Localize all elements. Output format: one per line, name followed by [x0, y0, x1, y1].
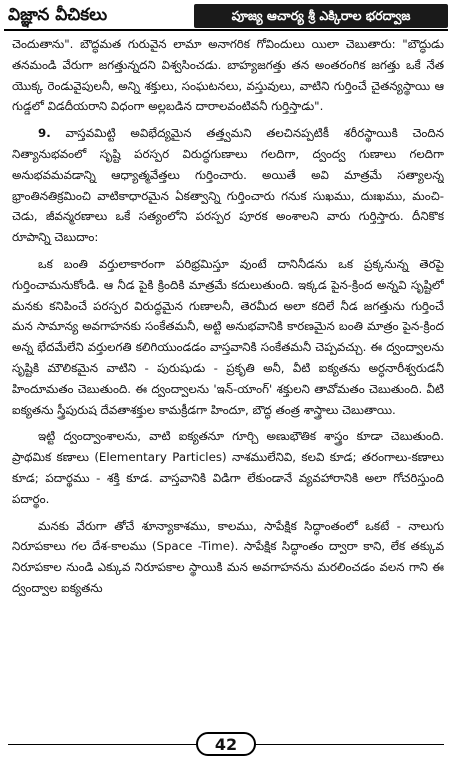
paragraph: [12, 426, 444, 509]
paragraph-text: ఒక బంతి వర్తులాకారంగా పరిభ్రమిస్తూ వుంటే దానినీడను ఒక ప్రక్కనున్న తెరపై గుర్తించామనుకోండి. ఆ నీడ పైకి క్రిందికి మాత్రమే కదులుతుంది. ఇక్కడ పైన-క్రింద అన్నవి సృష్టిలో మనకు కనిపించే పరస్పర విరుద్ధమైన గుణాలనీ, తెరమీద అలా కదిలే నీడ జగత్తును గుర్తించే మన సామాన్య అవగాహనకు సంకేతమనీ, అట్టి అనుభవానికి కారణమైన బంతి మాత్రం పైన-క్రింద అన్న భేదమేలేని వర్తులగతి కలిగియుండడం వాస్తవానికి సంకేతమనీ చెప్పవచ్చు. ఈ ద్వంద్వాలను సృష్టికి మౌలికమైన వాటిని - పురుషుడు - ప్రకృతి అనీ, వీటి ఐక్యతను అర్ధనారీశ్వరుడనీ హిందూమతం చెబుతుంది. ఈ ద్వంద్వాలను 'ఇన్-యాంగ్' శక్తులని తావోమతం చెబుతుంది. వీటి ఐక్యతను స్త్రీపురుష దేవతాశక్తుల కామక్రీడగా హిందూ, బౌద్ధ తంత్ర శాస్త్రాలు చెబుతాయి.: [12, 256, 444, 417]
paragraph-number: 9.: [38, 126, 51, 141]
paragraph-text: ఇట్టి ద్వంద్వాంశాలను, వాటి ఐక్యతనూ గూర్చి అణుభౌతిక శాస్త్రం కూడా చెబుతుంది. ప్రాథమిక కణాలు (Elementary Particles) నాశములేనివి, కలవి కూడ; తరంగాలు-కణాలు కూడ; పదార్థము - శక్తి కూడ. వాస్తవానికి విడిగా లేకుండానే వ్యవహారానికి అలా గోచరిస్తుంది పదార్థం.: [12, 429, 444, 506]
paragraph: [12, 516, 444, 599]
paragraph-text: మనకు వేరుగా తోచే శూన్యాకాశము, కాలము, సాపేక్షిక సిద్ధాంతంలో ఒకటే - నాలుగు నిరూపకాలు గల దేశ-కాలము (Space -Time). సాపేక్షిక సిద్ధాంతం ద్వారా కాని, లేక తక్కువ నిరూపకాల నుండి ఎక్కువ నిరూపకాల స్థాయికి మన అవగాహనను మరలించడం వలన గాని ఈ ద్వంద్వాల ఐక్యతను: [12, 518, 444, 595]
paragraph: [12, 254, 444, 420]
book-title: విజ్ఞాన వీచికలు: [8, 5, 108, 25]
paragraph-text: చెందుతాను". బౌద్ధమత గురువైన లామా అనాగరిక గోవిందులు యిలా చెబుతారు: "బౌద్ధుడు తనమండి వేరుగా జగత్తున్నదని విశ్వసించడు. బాహ్యజగత్తు తన అంతరంగిక జగత్తు ఒకే నేత యొక్క రెండువైపులనీ, అన్ని శక్తులు, సంఘటనలు, వస్తువులు, వాటిని గుర్తించే చైతన్యస్థాయి ఆ గుడ్డలో విడదీయరాని విధంగా అల్లబడిన దారాలవంటివనీ గుర్తిస్తాడు".: [12, 37, 444, 114]
author-banner: పూజ్య ఆచార్య శ్రీ ఎక్కిరాల భరద్వాజ: [194, 4, 448, 28]
page-body: [12, 34, 444, 724]
paragraph-text: వాస్తవమిట్టి అవిభేద్యమైన తత్త్వమని తలచినప్పటికీ శరీరస్థాయికి చెందిన నిత్యానుభవంలో సృష్టి పరస్పర విరుద్ధగుణాలు గలదిగా, ద్వంద్వ గుణాలు గలదిగా అనుభవమవడాన్ని ఆధ్యాత్మవేత్తలు గుర్తించారు. అయితే అవి మాత్రమే సత్యాలన్న భ్రాంతినతిక్రమించి వాటికాధారమైన ఏకత్వాన్ని గుర్తించారు గనుక సుఖము, దుఃఖము, మంచి-చెడు, జీవన్మరణాలు ఒకే సత్యంలోని పరస్పర పూరక అంశాలని వారు గుర్తిస్తారు. దీనికొక రూపాన్ని చెబుదాం:: [12, 126, 444, 245]
page-number: 42: [196, 732, 256, 756]
paragraph-numbered: [12, 123, 444, 248]
paragraph-continuation: [12, 34, 444, 117]
page-header: [4, 3, 448, 31]
page-footer: [0, 732, 452, 758]
